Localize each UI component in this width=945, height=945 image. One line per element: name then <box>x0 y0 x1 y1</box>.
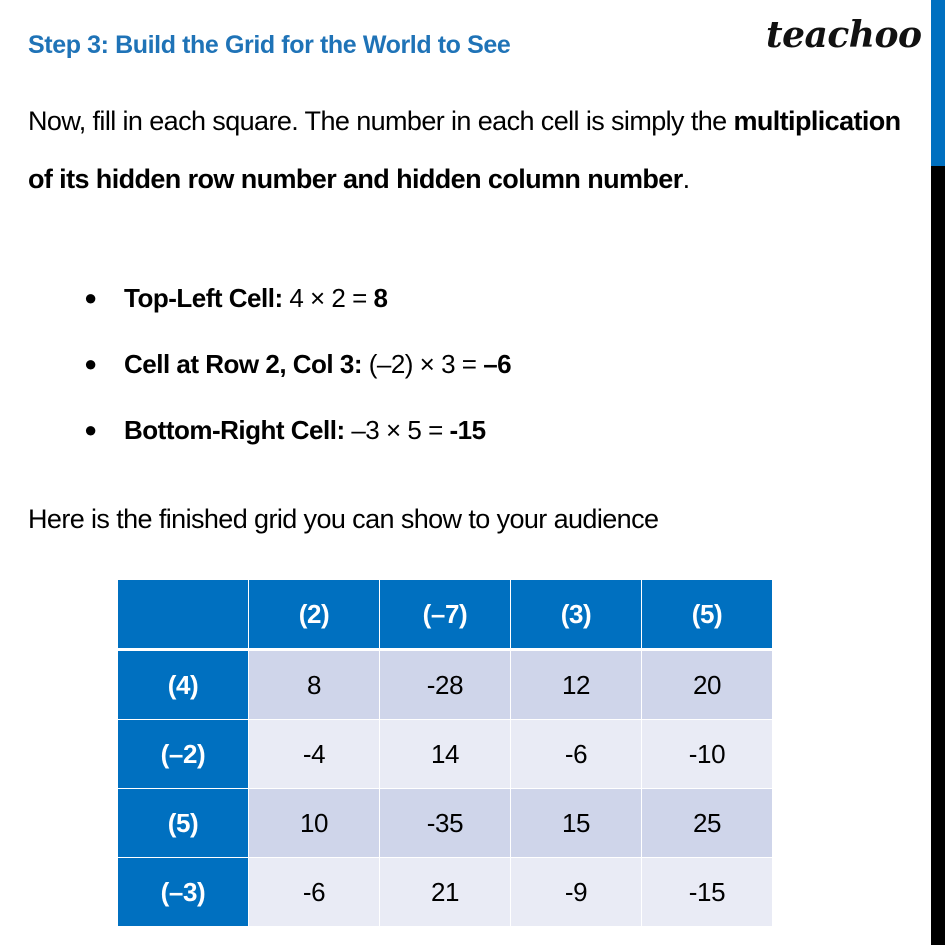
table-cell: -6 <box>511 720 642 789</box>
row-header: (5) <box>118 789 249 858</box>
column-header: (3) <box>511 580 642 650</box>
row-header: (–3) <box>118 858 249 927</box>
list-item <box>84 272 511 338</box>
row-header: (4) <box>118 650 249 720</box>
table-cell: 21 <box>380 858 511 927</box>
table-cell: 8 <box>249 650 380 720</box>
bullet-result: 8 <box>373 283 388 313</box>
bullet-expression: –3 × 5 = <box>344 415 450 445</box>
bullet-label: Bottom-Right Cell: <box>124 415 345 445</box>
table-cell: 15 <box>511 789 642 858</box>
bullet-icon: ● <box>84 285 97 310</box>
intro-paragraph <box>28 92 908 208</box>
bullet-icon: ● <box>84 417 97 442</box>
table-cell: -35 <box>380 789 511 858</box>
bullet-result: -15 <box>449 415 486 445</box>
table-row <box>118 858 773 927</box>
corner-cell <box>118 580 249 650</box>
table-cell: 10 <box>249 789 380 858</box>
row-header: (–2) <box>118 720 249 789</box>
table-row <box>118 650 773 720</box>
bullet-label: Cell at Row 2, Col 3: <box>124 349 362 379</box>
table-cell: 20 <box>642 650 773 720</box>
table-row <box>118 720 773 789</box>
list-item <box>84 338 511 404</box>
table-row <box>118 789 773 858</box>
teachoo-logo: teachoo <box>766 14 922 56</box>
bullet-expression: 4 × 2 = <box>282 283 374 313</box>
table-cell: -4 <box>249 720 380 789</box>
closing-text: Here is the finished grid you can show to your audience <box>28 504 659 534</box>
table-cell: 14 <box>380 720 511 789</box>
header-row <box>118 580 773 650</box>
multiplication-grid <box>117 579 773 927</box>
table-cell: -10 <box>642 720 773 789</box>
table-cell: 12 <box>511 650 642 720</box>
side-accent-bar-blue <box>931 0 945 166</box>
bullet-expression: (–2) × 3 = <box>362 349 484 379</box>
column-header: (2) <box>249 580 380 650</box>
intro-text-bold: multiplication of its hidden row number and hidden column number <box>28 106 901 194</box>
bullet-result: –6 <box>483 349 512 379</box>
table-cell: -9 <box>511 858 642 927</box>
intro-text-normal: Now, fill in each square. The number in each cell is simply the <box>28 106 734 136</box>
example-list <box>84 272 511 470</box>
column-header: (–7) <box>380 580 511 650</box>
table-cell: 25 <box>642 789 773 858</box>
table-cell: -28 <box>380 650 511 720</box>
table-cell: -6 <box>249 858 380 927</box>
table-cell: -15 <box>642 858 773 927</box>
bullet-label: Top-Left Cell: <box>124 283 283 313</box>
page-title: Step 3: Build the Grid for the World to See <box>28 31 511 59</box>
column-header: (5) <box>642 580 773 650</box>
side-accent-bar-black <box>931 166 945 945</box>
bullet-icon: ● <box>84 351 97 376</box>
intro-text-end: . <box>682 164 690 194</box>
list-item <box>84 404 511 470</box>
